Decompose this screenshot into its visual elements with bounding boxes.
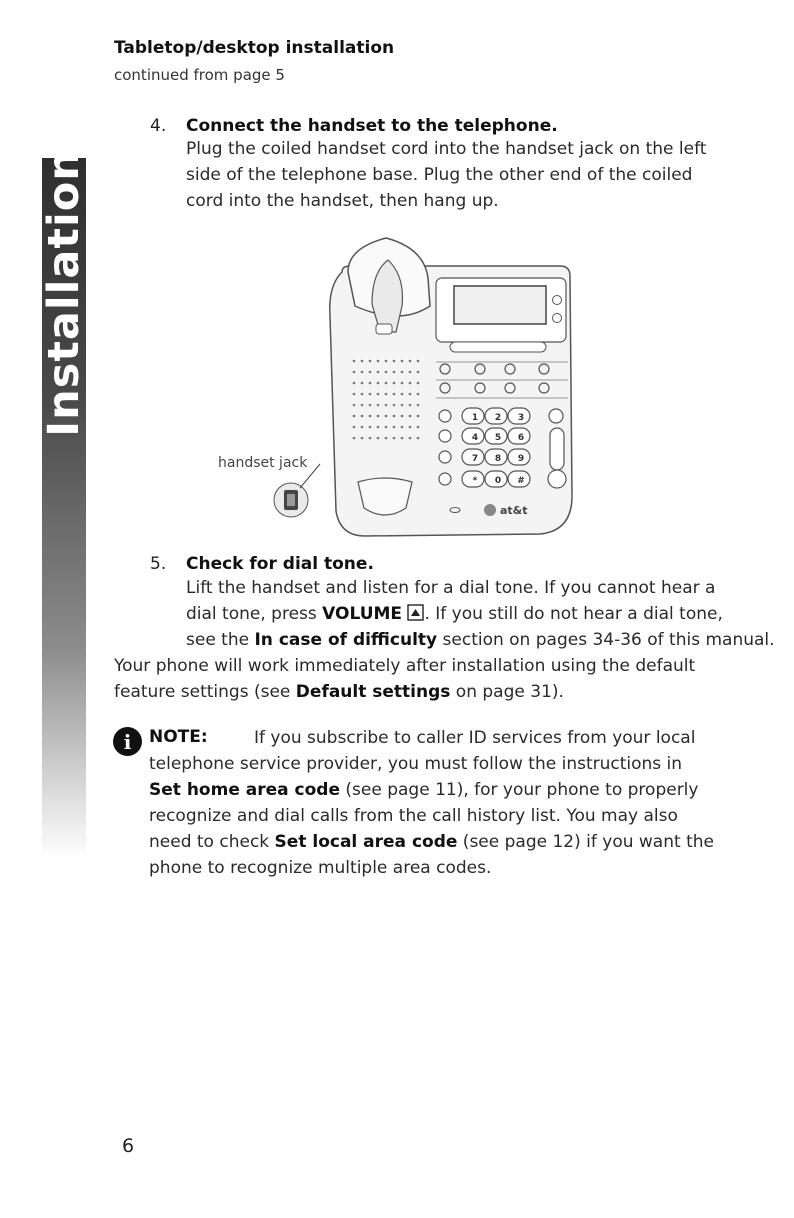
info-icon: i	[113, 727, 142, 756]
keypad-key-0: 0	[494, 476, 502, 486]
note-first-line: If you subscribe to caller ID services from your local	[254, 728, 696, 748]
keypad-key-6: 6	[517, 433, 525, 443]
keypad-key-7: 7	[471, 454, 479, 464]
difficulty-section-ref: In case of difficulty	[254, 630, 438, 650]
keypad-key-hash: #	[517, 476, 525, 486]
home-area-code-ref: Set home area code	[149, 780, 340, 800]
keypad-key-5: 5	[494, 433, 502, 443]
step-5-title: Check for dial tone.	[186, 554, 374, 574]
volume-up-icon	[407, 604, 424, 621]
handset-jack-callout: handset jack	[218, 455, 308, 471]
note-body: telephone service provider, you must follow the instructions in Set home area code (see page 11), for your phone to properly recognize and dial calls from the call history list. You may also need to check Set local area code (see page 12) if you want the phone to recognize multiple area codes.	[149, 754, 714, 878]
keypad-key-3: 3	[517, 413, 525, 423]
local-area-code-ref: Set local area code	[274, 832, 458, 852]
summary-paragraph: Your phone will work immediately after installation using the default feature settings (see Default settings on page 31).	[114, 656, 696, 702]
keypad-key-2: 2	[494, 413, 502, 423]
brand-logo: at&t	[500, 504, 528, 517]
keypad-key-8: 8	[494, 454, 502, 464]
volume-key-name: VOLUME	[322, 604, 403, 624]
keypad-key-9: 9	[517, 454, 525, 464]
side-tab-label: Installation	[39, 149, 90, 437]
step-5-body: Lift the handset and listen for a dial tone. If you cannot hear a dial tone, press VOLUME . If you still do not hear a dial tone, see the In case of difficulty section on pages 34-36 of this manual.	[186, 578, 775, 650]
continued-note: continued from page 5	[114, 66, 285, 84]
page-number: 6	[122, 1135, 135, 1157]
step-4-number: 4.	[150, 116, 167, 136]
telephone-base-illustration	[200, 226, 610, 546]
section-title: Tabletop/desktop installation	[114, 38, 395, 58]
keypad-key-4: 4	[471, 433, 479, 443]
keypad-key-1: 1	[471, 413, 479, 423]
step-5-number: 5.	[150, 554, 167, 574]
keypad-key-star: *	[472, 476, 478, 486]
step-4-body: Plug the coiled handset cord into the handset jack on the left side of the telephone base. Plug the other end of the coiled cord into the handset, then hang up.	[186, 139, 707, 211]
step-4-title: Connect the handset to the telephone.	[186, 116, 558, 136]
default-settings-ref: Default settings	[295, 682, 451, 702]
note-label: NOTE:	[149, 727, 208, 747]
